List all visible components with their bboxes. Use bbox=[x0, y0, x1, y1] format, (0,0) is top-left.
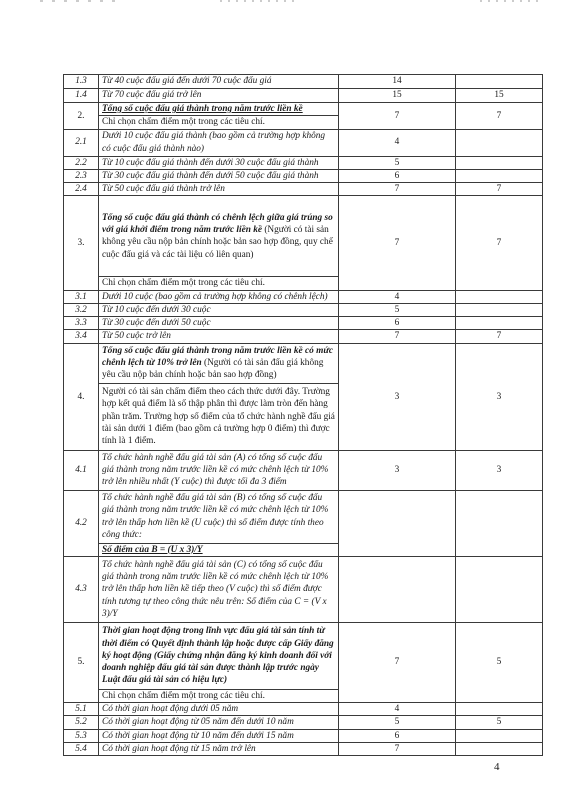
row-max-points: 6 bbox=[339, 317, 456, 330]
table-row bbox=[64, 742, 543, 755]
table-row bbox=[64, 450, 543, 490]
row-criterion: Từ 30 cuộc đến dưới 50 cuộc bbox=[99, 317, 339, 330]
row-score bbox=[456, 490, 543, 556]
row-score: 3 bbox=[456, 343, 543, 450]
table-row bbox=[64, 75, 543, 89]
table-row bbox=[64, 196, 543, 277]
row-criterion-rest: (Người có tài sản không yêu cầu nộp bản chính hoặc bản sao hợp đồng, quy chế cuộc đấu giá và các tài liệu có liên quan) bbox=[102, 225, 333, 260]
row-number: 3.2 bbox=[64, 303, 99, 316]
table-row bbox=[64, 290, 543, 303]
row-note: Chỉ chọn chấm điểm một trong các tiêu chí. bbox=[99, 116, 339, 129]
row-criterion-rest: (Người có tài sản đấu giá không yêu cầu nộp bản chính hoặc bản sao hợp đồng) bbox=[102, 358, 324, 381]
row-score: 7 bbox=[456, 196, 543, 290]
row-criterion: Từ 40 cuộc đấu giá đến dưới 70 cuộc đấu giá bbox=[99, 75, 339, 89]
table-row bbox=[64, 703, 543, 716]
row-criterion: Từ 10 cuộc đến dưới 30 cuộc bbox=[99, 303, 339, 316]
row-number: 4.1 bbox=[64, 450, 99, 490]
row-score: 7 bbox=[456, 330, 543, 343]
row-score bbox=[456, 290, 543, 303]
row-max-points: 7 bbox=[339, 742, 456, 755]
row-max-points: 4 bbox=[339, 703, 456, 716]
table-row bbox=[64, 317, 543, 330]
table-row bbox=[64, 490, 543, 543]
row-criterion: Tổ chức hành nghề đấu giá tài sản (C) có tổng số cuộc đấu giá thành trong năm trước liền kề có mức chênh lệch từ 10% trở lên thấp hơn liền kề tiếp theo (V cuộc) thì số điểm được tính tương tự theo công thức nêu trên: Số điểm của C = (V x 3)/Y bbox=[99, 556, 339, 622]
row-criterion bbox=[99, 343, 339, 383]
table-row bbox=[64, 330, 543, 343]
row-score bbox=[456, 75, 543, 89]
row-criterion: Từ 30 cuộc đấu giá thành đến dưới 50 cuộc đấu giá thành bbox=[99, 169, 339, 182]
row-criterion: Dưới 10 cuộc đấu giá thành (bao gồm cả trường hợp không có cuộc đấu giá thành nào) bbox=[99, 129, 339, 156]
row-score bbox=[456, 317, 543, 330]
row-number: 2.2 bbox=[64, 156, 99, 169]
table-row bbox=[64, 183, 543, 196]
table-row bbox=[64, 156, 543, 169]
row-score bbox=[456, 742, 543, 755]
row-note: Chỉ chọn chấm điểm một trong các tiêu chí. bbox=[99, 689, 339, 702]
row-number: 1.3 bbox=[64, 75, 99, 89]
row-formula: Số điểm của B = (U x 3)/Y bbox=[99, 543, 339, 556]
row-max-points: 7 bbox=[339, 330, 456, 343]
row-score: 15 bbox=[456, 89, 543, 103]
row-number: 2. bbox=[64, 103, 99, 130]
row-max-points: 7 bbox=[339, 183, 456, 196]
row-number: 1.4 bbox=[64, 89, 99, 103]
row-max-points: 3 bbox=[339, 450, 456, 490]
row-criterion: Từ 50 cuộc trở lên bbox=[99, 330, 339, 343]
row-criterion: Từ 70 cuộc đấu giá trở lên bbox=[99, 89, 339, 103]
row-criterion-bold: Tổng số cuộc đấu giá thành trong năm trước liền kề có mức chênh lệch từ 10% trở lên bbox=[102, 345, 334, 369]
row-score bbox=[456, 169, 543, 182]
row-score bbox=[456, 703, 543, 716]
row-number: 3.1 bbox=[64, 290, 99, 303]
row-number: 5.3 bbox=[64, 729, 99, 742]
row-max-points: 4 bbox=[339, 129, 456, 156]
criteria-table bbox=[63, 74, 543, 756]
page-number: 4 bbox=[494, 761, 500, 773]
row-criterion: Có thời gian hoạt động dưới 05 năm bbox=[99, 703, 339, 716]
row-max-points: 7 bbox=[339, 622, 456, 702]
row-number: 5.2 bbox=[64, 716, 99, 729]
row-max-points: 7 bbox=[339, 196, 456, 290]
row-score: 5 bbox=[456, 716, 543, 729]
row-criterion: Tổng số cuộc đấu giá thành trong năm trước liền kề bbox=[99, 103, 339, 116]
row-score: 7 bbox=[456, 183, 543, 196]
row-max-points: 6 bbox=[339, 729, 456, 742]
row-max-points: 6 bbox=[339, 169, 456, 182]
row-score bbox=[456, 303, 543, 316]
row-number: 3. bbox=[64, 196, 99, 290]
row-criterion: Từ 10 cuộc đấu giá thành đến dưới 30 cuộc đấu giá thành bbox=[99, 156, 339, 169]
row-criterion: Có thời gian hoạt động từ 10 năm đến dưới 15 năm bbox=[99, 729, 339, 742]
row-score bbox=[456, 729, 543, 742]
table-row bbox=[64, 343, 543, 383]
row-number: 5.4 bbox=[64, 742, 99, 755]
row-max-points: 5 bbox=[339, 716, 456, 729]
row-number: 5.1 bbox=[64, 703, 99, 716]
table-row bbox=[64, 103, 543, 116]
row-note: Người có tài sản chấm điểm theo cách thức dưới đây. Trường hợp kết quả điểm là số thập phân thì được làm tròn đến hàng phần trăm. Trường hợp số điểm của tổ chức hành nghề đấu giá tài sản dưới 1 điểm (bao gồm cả trường hợp 0 điểm) thì được tính là 1 điểm. bbox=[99, 383, 339, 450]
row-score bbox=[456, 129, 543, 156]
table-row bbox=[64, 729, 543, 742]
row-max-points: 5 bbox=[339, 156, 456, 169]
row-criterion: Có thời gian hoạt động từ 15 năm trở lên bbox=[99, 742, 339, 755]
table-row bbox=[64, 716, 543, 729]
row-criterion: Thời gian hoạt động trong lĩnh vực đấu giá tài sản tính từ thời điểm có Quyết định thành lập hoặc được cấp Giấy đăng ký hoạt động (Giấy chứng nhận đăng ký kinh doanh đối với doanh nghiệp đấu giá tài sản được thành lập trước ngày Luật đấu giá tài sản có hiệu lực) bbox=[99, 622, 339, 689]
table-row bbox=[64, 556, 543, 622]
row-number: 5. bbox=[64, 622, 99, 702]
row-number: 2.4 bbox=[64, 183, 99, 196]
row-number: 3.4 bbox=[64, 330, 99, 343]
row-criterion bbox=[99, 196, 339, 277]
table-row bbox=[64, 169, 543, 182]
row-criterion: Tổ chức hành nghề đấu giá tài sản (B) có tổng số cuộc đấu giá thành trong năm trước liền kề có mức chênh lệch từ 10% trở lên thấp hơn liền kề (U cuộc) thì số điểm được tính theo công thức: bbox=[99, 490, 339, 543]
row-score: 3 bbox=[456, 450, 543, 490]
row-number: 4.2 bbox=[64, 490, 99, 556]
row-criterion: Có thời gian hoạt động từ 05 năm đến dưới 10 năm bbox=[99, 716, 339, 729]
row-number: 4.3 bbox=[64, 556, 99, 622]
row-max-points: 4 bbox=[339, 290, 456, 303]
row-number: 4. bbox=[64, 343, 99, 450]
top-dash-rule bbox=[0, 0, 565, 4]
row-max-points bbox=[339, 490, 456, 556]
row-max-points: 14 bbox=[339, 75, 456, 89]
table-row bbox=[64, 129, 543, 156]
table-row bbox=[64, 622, 543, 689]
row-max-points: 5 bbox=[339, 303, 456, 316]
row-max-points bbox=[339, 556, 456, 622]
row-score: 5 bbox=[456, 622, 543, 702]
row-score bbox=[456, 556, 543, 622]
row-criterion-bold: Tổng số cuộc đấu giá thành có chênh lệch giữa giá trúng so với giá khởi điểm trong năm trước liền kề bbox=[102, 212, 333, 236]
row-score bbox=[456, 156, 543, 169]
row-criterion: Từ 50 cuộc đấu giá thành trở lên bbox=[99, 183, 339, 196]
table-row bbox=[64, 89, 543, 103]
row-number: 2.3 bbox=[64, 169, 99, 182]
row-number: 3.3 bbox=[64, 317, 99, 330]
table-row bbox=[64, 303, 543, 316]
row-note: Chỉ chọn chấm điểm một trong các tiêu chí. bbox=[99, 277, 339, 290]
row-max-points: 3 bbox=[339, 343, 456, 450]
row-score: 7 bbox=[456, 103, 543, 130]
row-criterion: Dưới 10 cuộc (bao gồm cả trường hợp không có chênh lệch) bbox=[99, 290, 339, 303]
row-max-points: 7 bbox=[339, 103, 456, 130]
row-criterion: Tổ chức hành nghề đấu giá tài sản (A) có tổng số cuộc đấu giá thành trong năm trước liền kề có mức chênh lệch từ 10% trở lên nhiều nhất (Y cuộc) thì được tối đa 3 điểm bbox=[99, 450, 339, 490]
row-max-points: 15 bbox=[339, 89, 456, 103]
row-number: 2.1 bbox=[64, 129, 99, 156]
